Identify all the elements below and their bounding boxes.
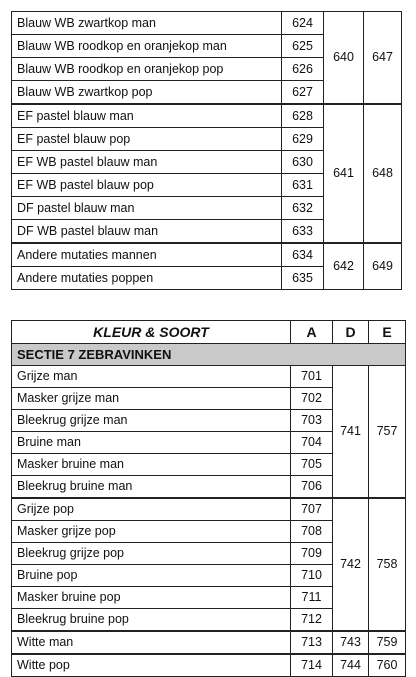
variety-name: Masker bruine pop [12,587,291,609]
section-title: SECTIE 7 ZEBRAVINKEN [12,344,406,366]
header-d: D [333,321,369,344]
group-code-d: 742 [333,498,369,631]
variety-name: EF pastel blauw pop [12,128,282,151]
class-code-a: 712 [291,609,333,632]
table-row [12,12,402,35]
variety-name: Andere mutaties mannen [12,243,282,267]
group-code-e: 760 [369,654,406,677]
header-a: A [291,321,333,344]
class-code-a: 704 [291,432,333,454]
variety-name: EF WB pastel blauw man [12,151,282,174]
table-row [12,654,406,677]
variety-name: Blauw WB roodkop en oranjekop pop [12,58,282,81]
table-row [12,104,402,128]
class-code-a: 632 [282,197,324,220]
group-code-d: 741 [333,366,369,499]
class-code-a: 633 [282,220,324,244]
variety-name: Blauw WB roodkop en oranjekop man [12,35,282,58]
group-code-d: 642 [324,243,364,290]
group-code-d: 641 [324,104,364,243]
variety-name: EF pastel blauw man [12,104,282,128]
variety-name: Bruine pop [12,565,291,587]
class-code-a: 706 [291,476,333,499]
table-row [12,631,406,654]
class-code-a: 627 [282,81,324,105]
table-row [12,243,402,267]
group-code-e: 759 [369,631,406,654]
class-code-a: 702 [291,388,333,410]
class-code-a: 629 [282,128,324,151]
class-code-a: 707 [291,498,333,521]
class-code-a: 714 [291,654,333,677]
class-code-a: 710 [291,565,333,587]
section-row [12,344,406,366]
table-row [12,498,406,521]
group-code-e: 647 [364,12,402,105]
variety-name: Bleekrug grijze pop [12,543,291,565]
variety-name: Witte man [12,631,291,654]
group-code-e: 758 [369,498,406,631]
variety-name: Blauw WB zwartkop pop [12,81,282,105]
variety-name: Masker grijze man [12,388,291,410]
variety-name: Grijze pop [12,498,291,521]
group-code-e: 648 [364,104,402,243]
class-code-a: 631 [282,174,324,197]
class-code-a: 625 [282,35,324,58]
mutations-table-blue [11,11,402,290]
class-code-a: 634 [282,243,324,267]
table-row [12,366,406,388]
variety-name: EF WB pastel blauw pop [12,174,282,197]
variety-name: Masker bruine man [12,454,291,476]
variety-name: Bleekrug bruine man [12,476,291,499]
class-code-a: 709 [291,543,333,565]
header-e: E [369,321,406,344]
class-code-a: 701 [291,366,333,388]
variety-name: DF pastel blauw man [12,197,282,220]
variety-name: Bleekrug grijze man [12,410,291,432]
class-code-a: 628 [282,104,324,128]
variety-name: DF WB pastel blauw man [12,220,282,244]
class-code-a: 713 [291,631,333,654]
variety-name: Masker grijze pop [12,521,291,543]
class-code-a: 705 [291,454,333,476]
header-kleur-soort: KLEUR & SOORT [12,321,291,344]
class-code-a: 626 [282,58,324,81]
variety-name: Bleekrug bruine pop [12,609,291,632]
variety-name: Witte pop [12,654,291,677]
class-code-a: 703 [291,410,333,432]
variety-name: Andere mutaties poppen [12,267,282,290]
group-code-e: 757 [369,366,406,499]
class-code-a: 711 [291,587,333,609]
variety-name: Grijze man [12,366,291,388]
group-code-d: 744 [333,654,369,677]
class-code-a: 630 [282,151,324,174]
class-code-a: 708 [291,521,333,543]
group-code-d: 640 [324,12,364,105]
zebra-finch-table [11,320,406,677]
group-code-d: 743 [333,631,369,654]
header-row [12,321,406,344]
variety-name: Bruine man [12,432,291,454]
variety-name: Blauw WB zwartkop man [12,12,282,35]
class-code-a: 624 [282,12,324,35]
class-code-a: 635 [282,267,324,290]
group-code-e: 649 [364,243,402,290]
